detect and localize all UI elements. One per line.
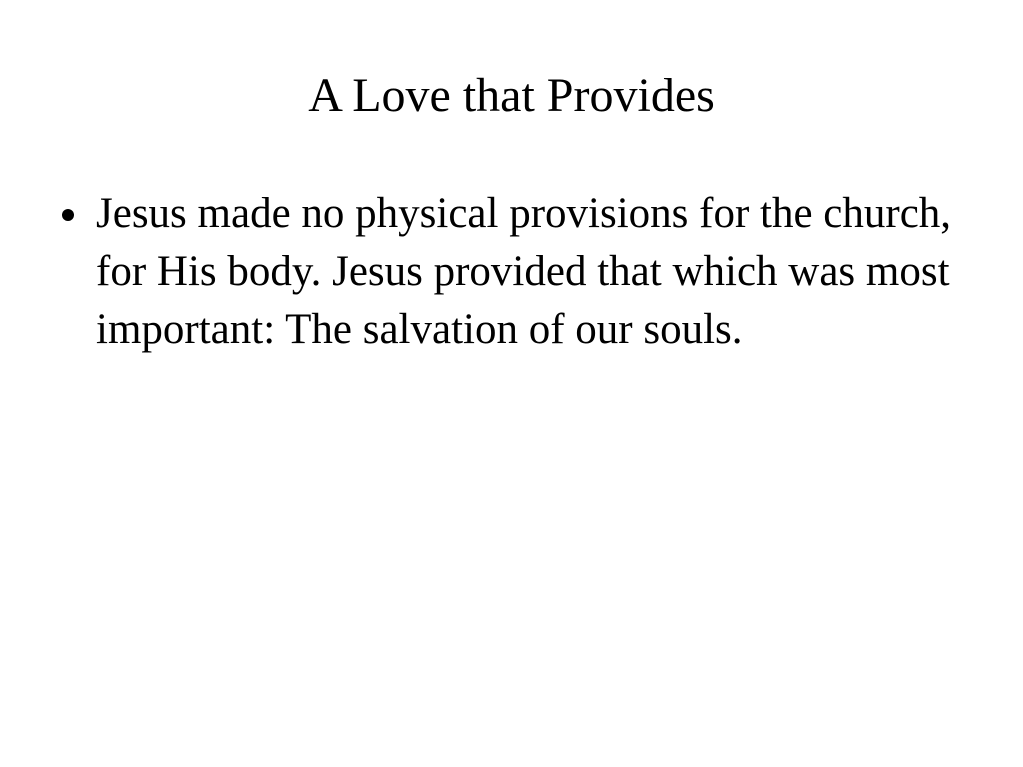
bullet-item xyxy=(62,185,962,359)
bullet-dot-icon xyxy=(62,209,74,221)
bullet-list xyxy=(62,185,962,359)
bullet-text: Jesus made no physical provisions for the church, for His body. Jesus provided that which was most important: The salvation of our souls. xyxy=(96,190,952,353)
slide-title: A Love that Provides xyxy=(308,69,715,122)
